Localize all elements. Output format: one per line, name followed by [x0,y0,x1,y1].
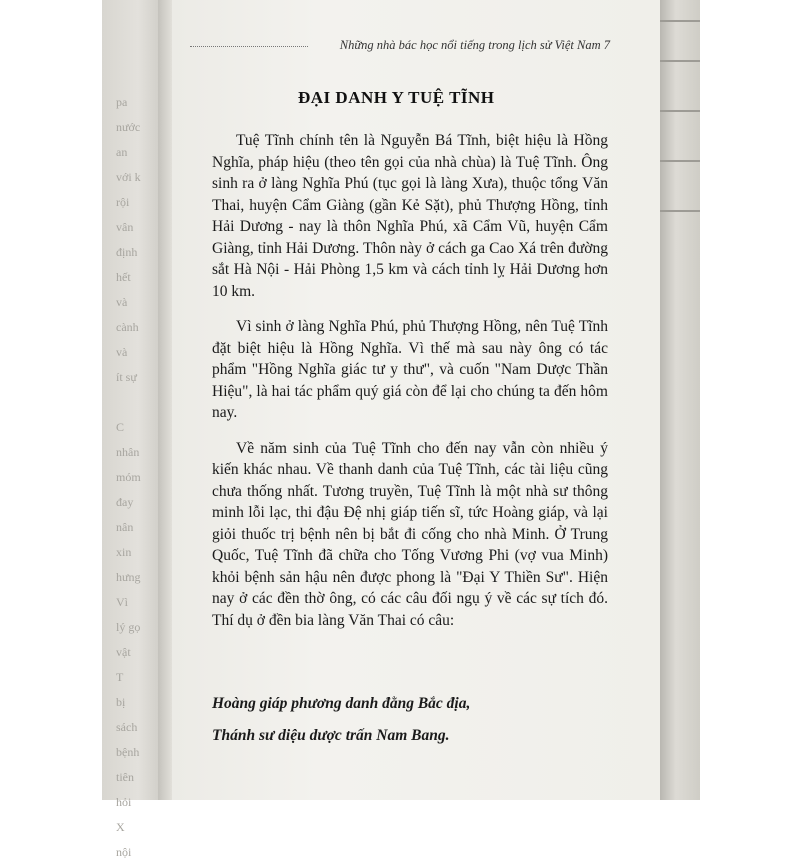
page-number: 7 [603,38,610,52]
header-dotted-rule [190,46,308,47]
page-stack-edge [660,0,700,800]
verse-couplet [212,688,612,752]
paragraph-1: Tuệ Tĩnh chính tên là Nguyễn Bá Tĩnh, biệt hiệu là Hồng Nghĩa, pháp hiệu (theo tên gọi của nhà chùa) là Tuệ Tĩnh. Ông sinh ra ở làng Nghĩa Phú (tục gọi là làng Xưa), thuộc tổng Văn Thai, huyện Cẩm Giàng (gần Kẻ Sặt), phủ Thượng Hồng, tỉnh Hải Dương - nay là thôn Nghĩa Phú, xã Cẩm Vũ, huyện Cẩm Giàng, tỉnh Hải Dương. Thôn này ở cách ga Cao Xá trên đường sắt Hà Nội - Hải Phòng 1,5 km và cách tỉnh lỵ Hải Dương hơn 10 km. [212,132,608,300]
body-text [212,130,608,645]
paragraph-2: Vì sinh ở làng Nghĩa Phú, phủ Thượng Hồng, nên Tuệ Tĩnh đặt biệt hiệu là Hồng Nghĩa. Vì thế mà sau này ông có tác phẩm "Hồng Nghĩa giác tư y thư", và cuốn "Nam Dược Thần Hiệu", là hai tác phẩm quý giá còn để lại cho chúng ta đến hôm nay. [212,318,608,421]
paragraph-3: Về năm sinh của Tuệ Tĩnh cho đến nay vẫn còn nhiều ý kiến khác nhau. Về thanh danh của Tuệ Tĩnh, các tài liệu cũng chưa thống nhất. Tương truyền, Tuệ Tĩnh là một nhà sư thông minh lỗi lạc, thi đậu Đệ nhị giáp tiến sĩ, tức Hoàng giáp, và lại giỏi thuốc trị bệnh nên bị bắt đi cống cho nhà Minh. Ở Trung Quốc, Tuệ Tĩnh đã chữa cho Tống Vương Phi (vợ vua Minh) khỏi bệnh sản hậu nên được phong là "Đại Y Thiền Sư". Hiện nay ở các đền thờ ông, có các câu đối ngụ ý về các sự tích đó. Thí dụ ở đền bia làng Văn Thai có câu: [212,439,608,629]
chapter-title: ĐẠI DANH Y TUỆ TĨNH [298,88,495,107]
page-header [190,36,610,56]
running-head [340,38,610,53]
verse-line-1: Hoàng giáp phương danh đằng Bắc địa, [212,695,471,712]
verse-line-2: Thánh sư diệu dược trấn Nam Bang. [212,727,450,744]
running-title: Những nhà bác học nổi tiếng trong lịch sử Việt Nam [339,38,601,52]
left-page-fragments: pa nước an với k rội vân định hết và cành và ít sự C nhân móm đay nân xin hưng Vì lý gọ vật T bị sách bệnh tiên hỏi X nội [116,95,141,859]
